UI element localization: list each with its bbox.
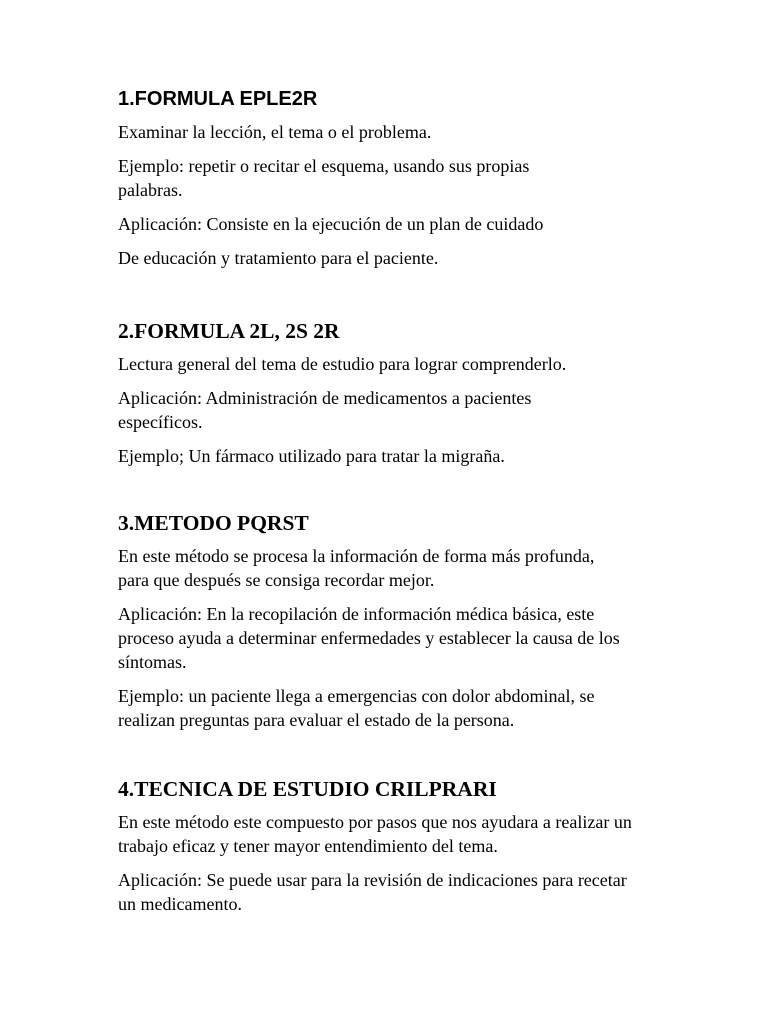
section-heading: 1.FORMULA EPLE2R bbox=[118, 88, 318, 110]
section-tecnica-crilprari bbox=[118, 776, 678, 916]
paragraph: Aplicación: Consiste en la ejecución de un plan de cuidado bbox=[118, 214, 544, 234]
section-heading: 3.METODO PQRST bbox=[118, 511, 309, 535]
section-formula-eple2r bbox=[118, 86, 678, 270]
paragraph: Ejemplo: repetir o recitar el esquema, usando sus propias palabras. bbox=[118, 156, 530, 200]
document-page bbox=[118, 86, 678, 926]
section-metodo-pqrst bbox=[118, 510, 678, 732]
paragraph: En este método se procesa la información de forma más profunda, para que después se consiga recordar mejor. bbox=[118, 546, 595, 590]
section-formula-2l-2s-2r bbox=[118, 318, 678, 468]
paragraph: Ejemplo: un paciente llega a emergencias con dolor abdominal, se realizan preguntas para evaluar el estado de la persona. bbox=[118, 686, 595, 730]
paragraph: Aplicación: Administración de medicamentos a pacientes específicos. bbox=[118, 388, 532, 432]
paragraph: Aplicación: En la recopilación de información médica básica, este proceso ayuda a determinar enfermedades y establecer la causa de los síntomas. bbox=[118, 604, 620, 672]
paragraph: Lectura general del tema de estudio para lograr comprenderlo. bbox=[118, 354, 567, 374]
section-heading: 4.TECNICA DE ESTUDIO CRILPRARI bbox=[118, 777, 497, 801]
paragraph: Aplicación: Se puede usar para la revisión de indicaciones para recetar un medicamento. bbox=[118, 870, 627, 914]
paragraph: Ejemplo; Un fármaco utilizado para tratar la migraña. bbox=[118, 446, 505, 466]
paragraph: Examinar la lección, el tema o el problema. bbox=[118, 122, 432, 142]
section-heading: 2.FORMULA 2L, 2S 2R bbox=[118, 319, 340, 343]
paragraph: En este método este compuesto por pasos que nos ayudara a realizar un trabajo eficaz y tener mayor entendimiento del tema. bbox=[118, 812, 632, 856]
paragraph: De educación y tratamiento para el paciente. bbox=[118, 248, 439, 268]
